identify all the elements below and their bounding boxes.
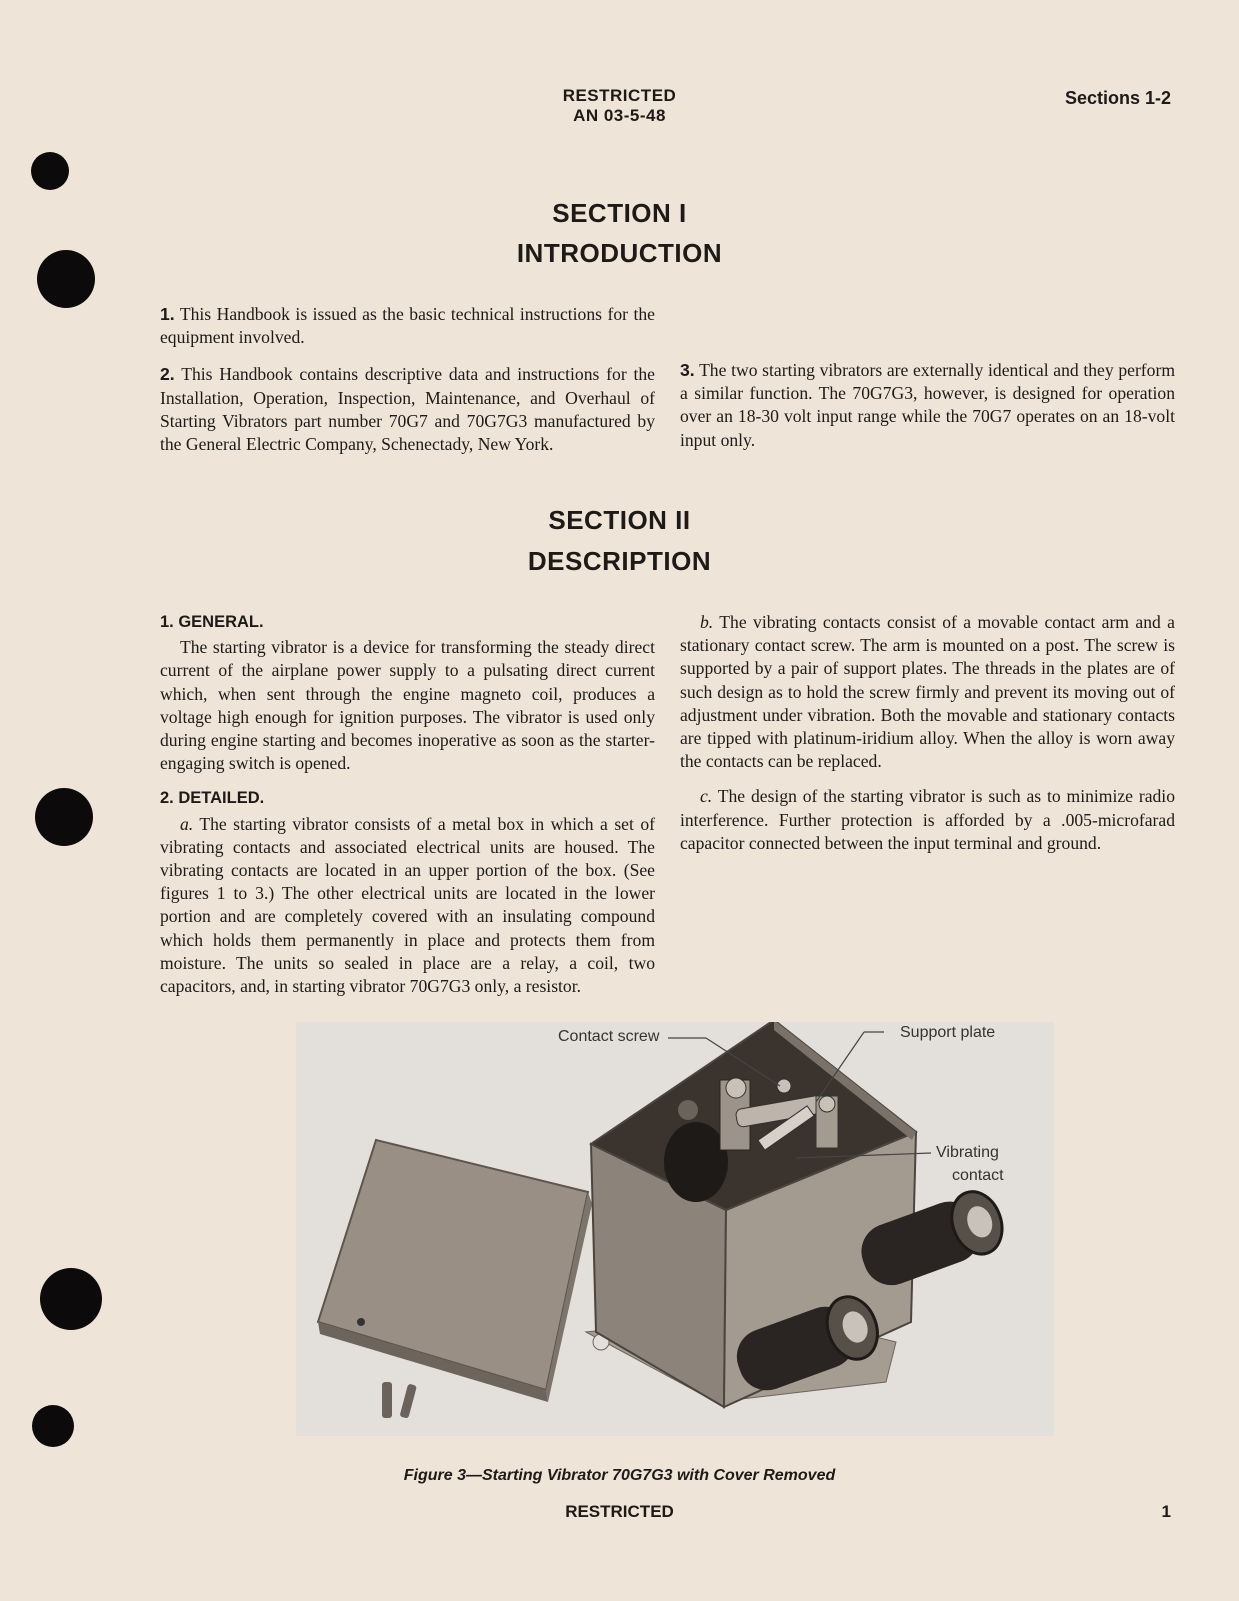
general-heading: 1. GENERAL. <box>160 613 264 631</box>
callout-contact: contact <box>952 1167 1004 1184</box>
section1-title: INTRODUCTION <box>516 238 723 268</box>
punch-hole <box>35 788 93 846</box>
section2-title: DESCRIPTION <box>527 546 712 576</box>
callout-contact-screw: Contact screw <box>558 1028 660 1045</box>
header-sections: Sections 1-2 <box>1064 88 1171 108</box>
punch-hole <box>32 1405 74 1447</box>
starting-vibrator-illustration <box>296 1022 1054 1436</box>
punch-hole <box>40 1268 102 1330</box>
section2-label: SECTION II <box>548 505 691 535</box>
header-doc-number: AN 03-5-48 <box>573 106 666 125</box>
detailed-heading: 2. DETAILED. <box>160 789 265 808</box>
section2-left-column <box>160 611 655 1010</box>
figure-caption: Figure 3—Starting Vibrator 70G7G3 with Cover Removed <box>403 1467 836 1484</box>
callout-support-plate: Support plate <box>900 1024 996 1041</box>
callout-vibrating: Vibrating <box>936 1144 999 1161</box>
page-header <box>0 86 1239 126</box>
punch-hole <box>31 152 69 190</box>
general-paragraph: The starting vibrator is a device for transforming the steady direct current of the airplane power supply to a pulsating direct current which, when sent through the engine magneto coil, produces a voltage high enough for ignition purposes. The vibrator is used only during engine starting and becomes inoperative as soon as the starter-engaging switch is opened. <box>160 637 655 774</box>
section1-left-column <box>160 303 655 468</box>
section1-right-column <box>680 303 1175 464</box>
figure-photo <box>296 1022 1054 1436</box>
detailed-paragraph-a: a. The starting vibrator consists of a metal box in which a set of vibrating contacts and associated electrical units are housed. The vibrating contacts are located in an upper portion of the box. (See figures 1 to 3.) The other electrical units are located in the lower portion and are completely covered with an insulating compound which holds them permanently in place and protects them from moisture. The units so sealed in place are a relay, a coil, two capacitors, and, in starting vibrator 70G7G3 only, a resistor. <box>160 813 655 997</box>
footer-classification: RESTRICTED <box>565 1502 674 1521</box>
section2-right-column <box>680 611 1175 867</box>
page-number: 1 <box>1161 1502 1171 1521</box>
section1-label: SECTION I <box>552 198 687 228</box>
intro-paragraph-2: 2. This Handbook contains descriptive data and instructions for the Installation, Operation, Inspection, Maintenance, and Overhaul of Starting Vibrators part number 70G7 and 70G7G3 manufactured by the General Electric Company, Schenectady, New York. <box>160 364 655 455</box>
detailed-paragraph-b: b. The vibrating contacts consist of a movable contact arm and a stationary contact screw. The arm is mounted on a post. The screw is supported by a pair of support plates. The threads in the plates are of such design as to hold the screw firmly and prevent its moving out of adjustment under vibration. Both the movable and stationary contacts are tipped with platinum-iridium alloy. When the alloy is worn away the contacts can be replaced. <box>680 612 1175 772</box>
intro-paragraph-3: 3. The two starting vibrators are externally identical and they perform a similar function. The 70G7G3, however, is designed for operation over an 18-30 volt input range while the 70G7 operates on an 18-volt input only. <box>680 360 1175 450</box>
detailed-paragraph-c: c. The design of the starting vibrator is such as to minimize radio interference. Further protection is afforded by a .005-microfarad capacitor connected between the input terminal and ground. <box>680 786 1175 853</box>
intro-paragraph-1: 1. This Handbook is issued as the basic technical instructions for the equipment involved. <box>160 304 655 348</box>
header-classification: RESTRICTED <box>562 86 677 105</box>
